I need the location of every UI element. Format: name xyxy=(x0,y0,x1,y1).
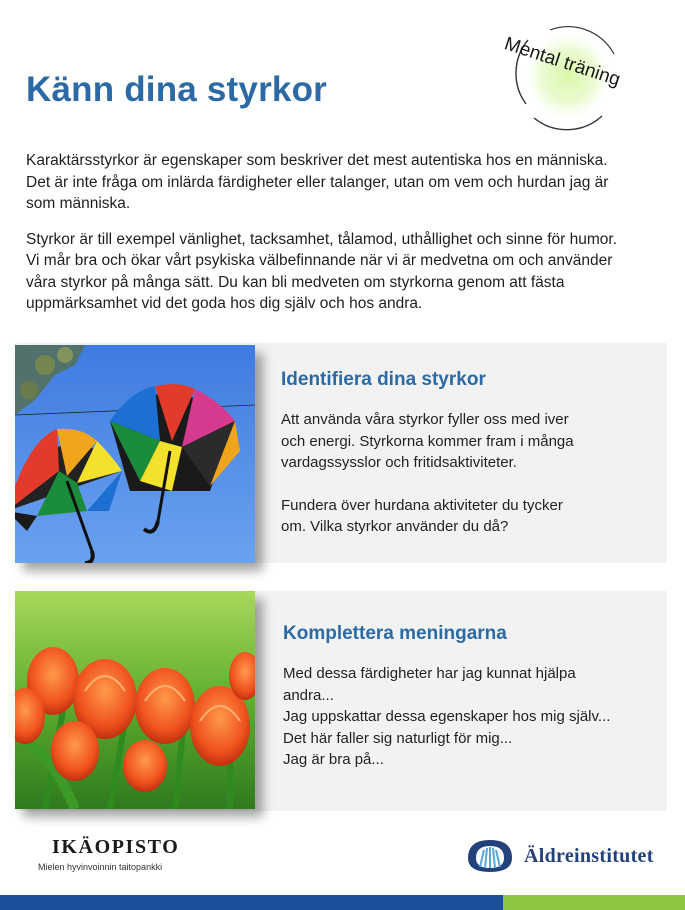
complete-sentences-lines: Med dessa färdigheter har jag kunnat hjälpa andra... Jag uppskattar dessa egenskaper hos mig själv... Det här faller sig naturligt för mig... Jag är bra på... xyxy=(283,665,611,768)
identify-strengths-heading: Identifiera dina styrkor xyxy=(281,369,486,390)
intro-text xyxy=(26,150,666,329)
ikaopisto-logo-name: IKÄOPISTO xyxy=(52,836,180,858)
ikaopisto-logo xyxy=(38,836,179,872)
tulips-photo xyxy=(15,591,255,809)
intro-paragraph-2: Styrkor är till exempel vänlighet, tacksamhet, tålamod, uthållighet och sinne för humor. Vi mår bra och ökar vårt psykiska välbefinnande när vi är medvetna om och använder våra styrkor på många sätt. Du kan bli medveten om styrkorna genom att fästa uppmärksamhet vid det goda hos dig själv och hos andra. xyxy=(26,230,618,312)
identify-strengths-card xyxy=(15,343,667,563)
mental-training-stamp xyxy=(490,20,650,140)
complete-sentences-heading: Komplettera meningarna xyxy=(283,623,507,644)
footer-bar-green xyxy=(503,895,685,910)
intro-paragraph-1: Karaktärsstyrkor är egenskaper som beskriver det mest autentiska hos en människa. Det är inte fråga om inlärda färdigheter eller talanger, utan om vem och hurdan jag är som människa. xyxy=(26,152,609,212)
ikaopisto-logo-tagline: Mielen hyvinvoinnin taitopankki xyxy=(38,862,163,872)
complete-sentences-card xyxy=(15,591,667,811)
footer-bar-blue xyxy=(0,895,503,910)
umbrellas-photo xyxy=(15,345,255,563)
aldreinstitutet-logo xyxy=(462,836,654,876)
aldreinstitutet-emblem-icon xyxy=(462,836,518,876)
footer-color-bar xyxy=(0,895,685,910)
page-title: Känn dina styrkor xyxy=(26,70,327,109)
aldreinstitutet-logo-name: Äldreinstitutet xyxy=(524,844,654,867)
stamp-text: Mental träning xyxy=(501,33,623,91)
identify-strengths-paragraph-2: Fundera över hurdana aktiviteter du tycker om. Vilka styrkor använder du då? xyxy=(281,496,563,535)
identify-strengths-paragraph-1: Att använda våra styrkor fyller oss med iver och energi. Styrkorna kommer fram i många vardagssysslor och fritidsaktiviteter. xyxy=(281,411,574,471)
